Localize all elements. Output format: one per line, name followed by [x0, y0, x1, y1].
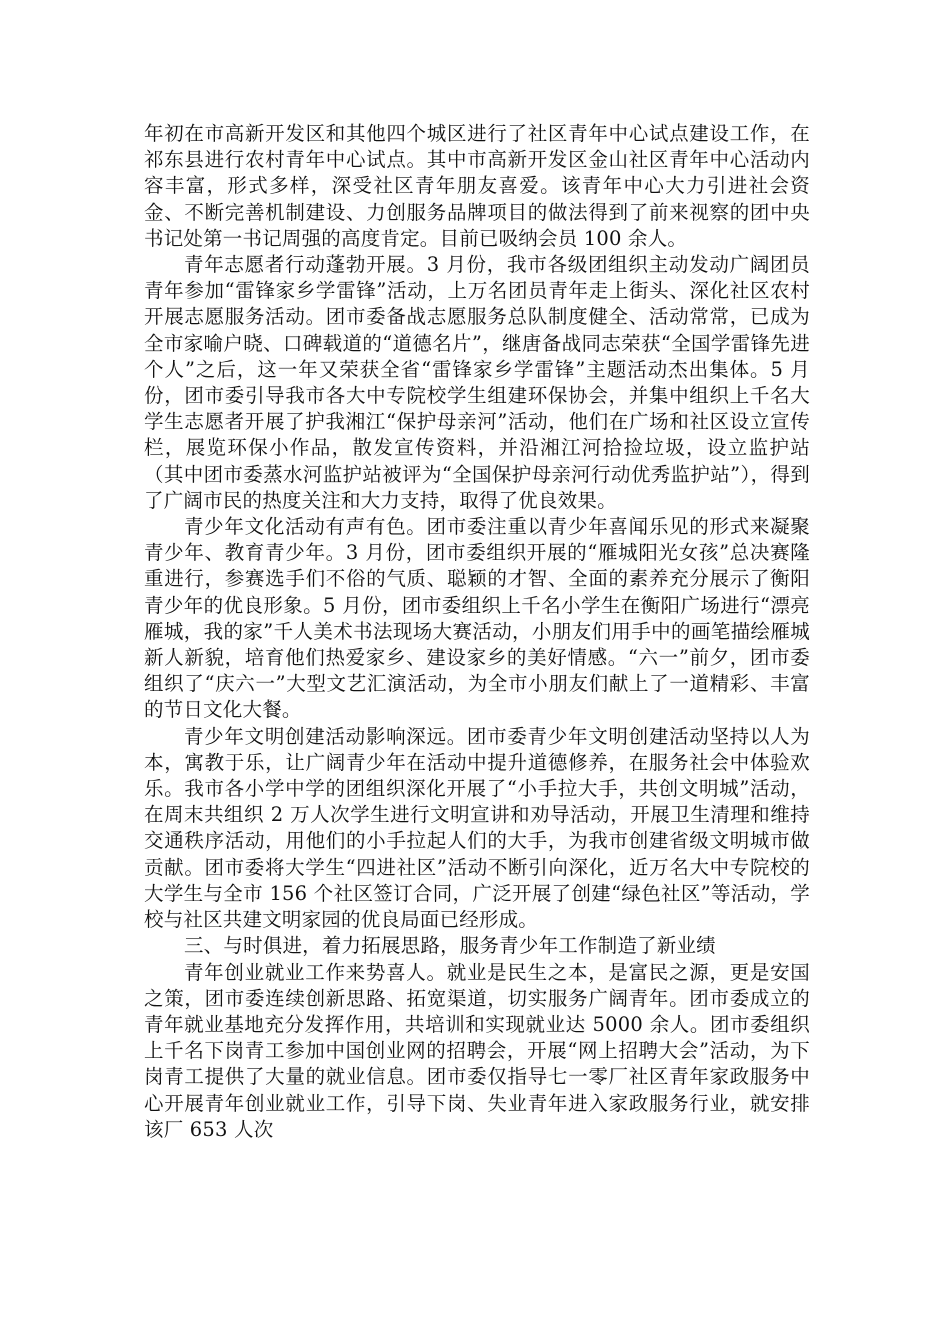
paragraph-civilization-building: 青少年文明创建活动影响深远。团市委青少年文明创建活动坚持以人为本，寓教于乐，让广阔青少年在活动中提升道德修养，在服务社会中体验欢乐。我市各小学中学的团组织深化开展了“小手拉大手，共创文明城”活动，在周末共组织 2 万人次学生进行文明宣讲和劝导活动，开展卫生清理和维持交通秩序活动，用他们的小手拉起人们的大手，为我市创建省级文明城市做贡献。团市委将大学生“四进社区”活动不断引向深化，近万名大中专院校的大学生与全市 156 个社区签订合同，广泛开展了创建“绿色社区”等活动，学校与社区共建文明家园的优良局面已经形成。: [144, 724, 810, 932]
document-body: [144, 121, 810, 1143]
paragraph-youth-volunteers: 青年志愿者行动蓬勃开展。3 月份，我市各级团组织主动发动广阔团员青年参加“雷锋家乡学雷锋”活动，上万名团员青年走上街头、深化社区农村开展志愿服务活动。团市委备战志愿服务总队制度健全、活动常常，已成为全市家喻户晓、口碑载道的“道德名片”，继唐备战同志荣获“全国学雷锋先进个人”之后，这一年又荣获全省“雷锋家乡学雷锋”主题活动杰出集体。5 月份，团市委引导我市各大中专院校学生组建环保协会，并集中组织上千名大学生志愿者开展了护我湘江“保护母亲河”活动，他们在广场和社区设立宣传栏，展览环保小作品，散发宣传资料，并沿湘江河拾捡垃圾，设立监护站（其中团市委蒸水河监护站被评为“全国保护母亲河行动优秀监护站”），得到了广阔市民的热度关注和大力支持，取得了优良效果。: [144, 253, 810, 512]
section-heading-three: 三、与时俱进，着力拓展思路，服务青少年工作制造了新业绩: [183, 934, 716, 958]
paragraph-youth-employment: 青年创业就业工作来势喜人。就业是民生之本，是富民之源，更是安国之策，团市委连续创新思路、拓宽渠道，切实服务广阔青年。团市委成立的青年就业基地充分发挥作用，共培训和实现就业达 5000 余人。团市委组织上千名下岗青工参加中国创业网的招聘会，开展“网上招聘大会”活动，为下岗青工提供了大量的就业信息。团市委仅指导七一零厂社区青年家政服务中心开展青年创业就业工作，引导下岗、失业青年进入家政服务行业，就安排该厂 653 人次: [144, 960, 810, 1141]
paragraph-youth-culture: 青少年文化活动有声有色。团市委注重以青少年喜闻乐见的形式来凝聚青少年、教育青少年。3 月份，团市委组织开展的“雁城阳光女孩”总决赛隆重进行，参赛选手们不俗的气质、聪颖的才智、全面的素养充分展示了衡阳青少年的优良形象。5 月份，团市委组织上千名小学生在衡阳广场进行“漂亮雁城，我的家”千人美术书法现场大赛活动，小朋友们用手中的画笔描绘雁城新人新貌，培育他们热爱家乡、建设家乡的美好情感。“六一”前夕，团市委组织了“庆六一”大型文艺汇演活动，为全市小朋友们献上了一道精彩、丰富的节日文化大餐。: [144, 515, 810, 722]
paragraph-community-youth-center: 年初在市高新开发区和其他四个城区进行了社区青年中心试点建设工作，在祁东县进行农村青年中心试点。其中市高新开发区金山社区青年中心活动内容丰富，形式多样，深受社区青年朋友喜爱。该青年中心大力引进社会资金、不断完善机制建设、力创服务品牌项目的做法得到了前来视察的团中央书记处第一书记周强的高度肯定。目前已吸纳会员 100 余人。: [144, 122, 810, 250]
